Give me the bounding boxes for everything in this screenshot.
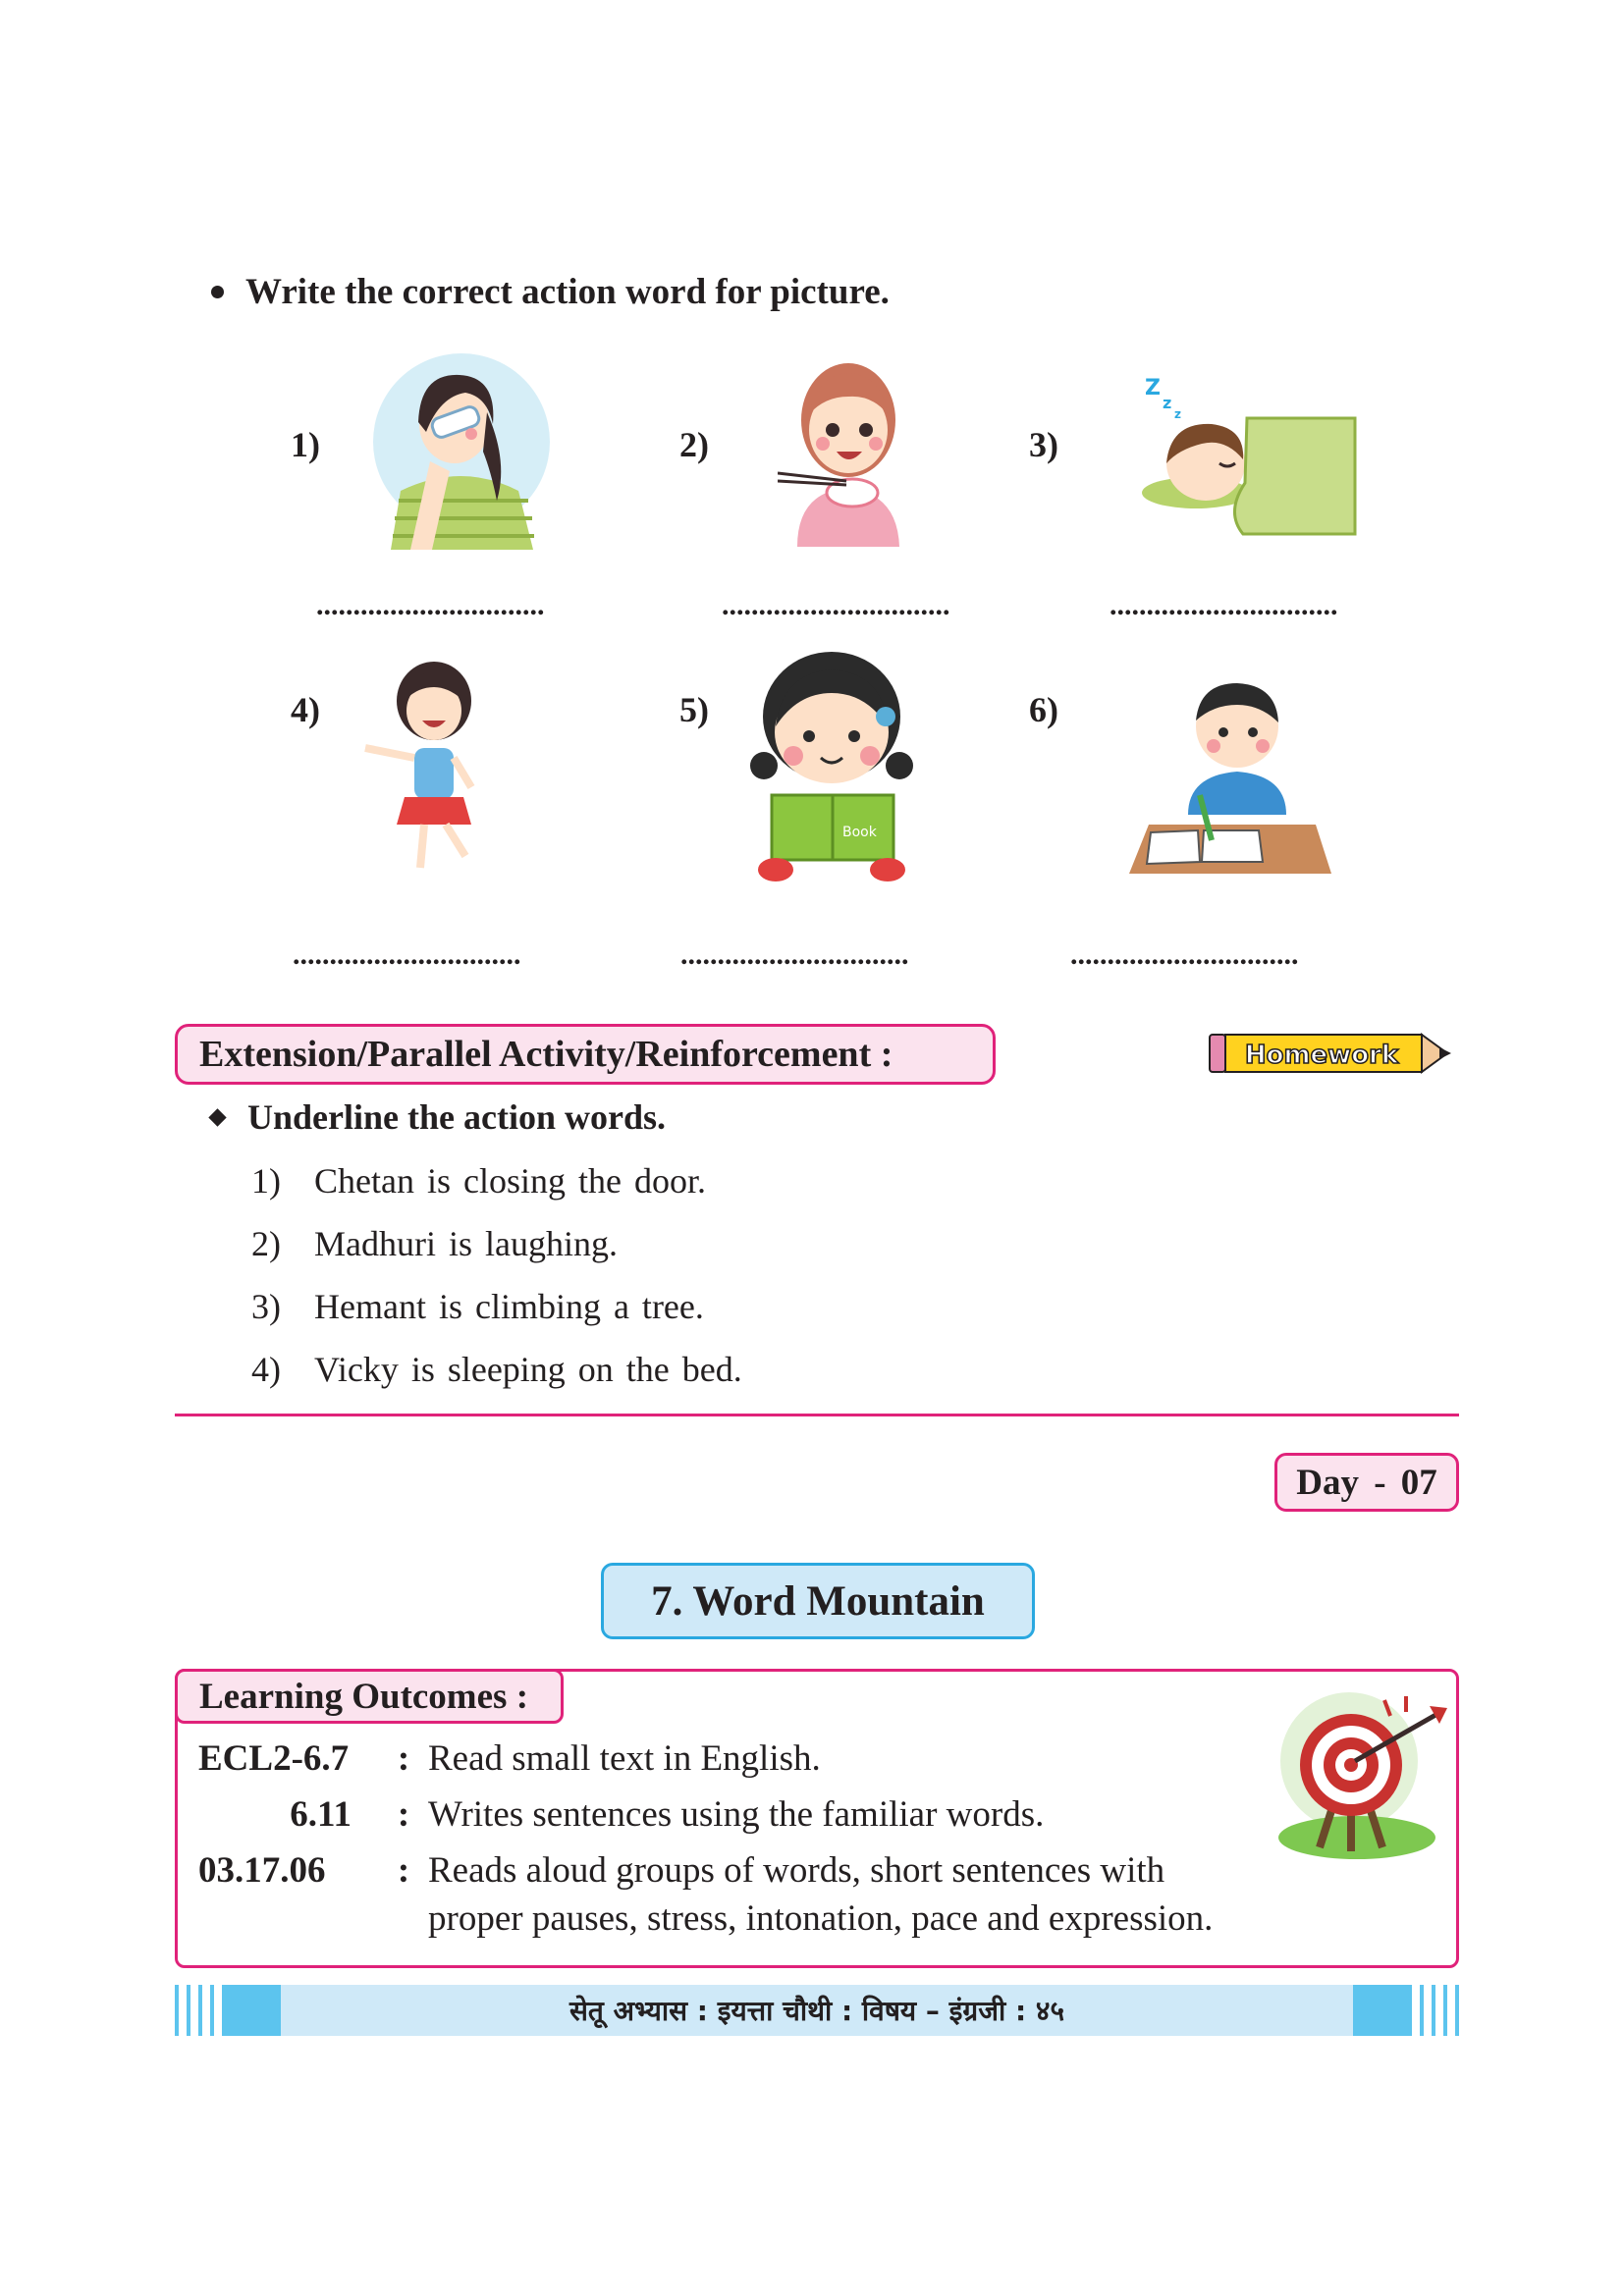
boy-writing-icon [1129,677,1331,874]
outcome-colon: : [397,1850,410,1891]
girl-reading-icon [748,648,915,883]
list-item [251,1349,742,1390]
outcome-colon: : [397,1794,410,1835]
homework-pencil-icon [1204,1029,1461,1078]
item-number: 2) [679,425,709,464]
learning-outcomes-heading: Learning Outcomes : [175,1669,564,1724]
outcome-row [198,1737,821,1780]
answer-blank[interactable]: ............................... [680,938,909,971]
list-item-number: 4) [251,1350,281,1389]
extension-instruction [211,1096,666,1138]
instruction-text: Write the correct action word for picture. [245,272,890,312]
footer-text: सेतू अभ्यास : इयत्ता चौथी : विषय – इंग्रजी : ४५ [568,1995,1065,2027]
bullet-icon [211,286,224,298]
list-item-text: Chetan is closing the door. [314,1161,706,1201]
book-label: Book [842,825,877,840]
diamond-bullet-icon [208,1108,226,1126]
item-number: 4) [291,690,320,729]
boy-sleeping-icon [1137,365,1363,537]
answer-blank[interactable]: ............................... [293,938,521,971]
answer-blank[interactable]: ............................... [1110,589,1338,621]
lesson-title: 7. Word Mountain [601,1563,1035,1639]
outcome-code: 6.11 [290,1794,352,1835]
svg-text:z: z [1174,407,1181,421]
outcome-code: ECL2-6.7 [198,1738,350,1779]
outcome-row-continued [428,1897,1213,1940]
exercise-instruction [211,271,890,313]
page-footer [175,1985,1459,2036]
list-item-text: Hemant is climbing a tree. [314,1287,704,1326]
outcome-row [198,1793,1044,1836]
list-item [251,1160,706,1201]
outcome-text: Writes sentences using the familiar words. [428,1794,1045,1835]
extension-instruction-text: Underline the action words. [247,1097,666,1137]
outcome-row [198,1849,1164,1892]
list-item-number: 3) [251,1287,281,1326]
extension-heading-text: Extension/Parallel Activity/Reinforcement : [199,1034,893,1075]
girl-eating-icon [778,346,915,547]
answer-blank[interactable]: ............................... [1070,938,1299,971]
list-item-number: 2) [251,1224,281,1263]
outcome-colon: : [397,1738,410,1779]
section-divider [175,1414,1459,1416]
list-item [251,1286,704,1327]
list-item-number: 1) [251,1161,281,1201]
outcome-text: proper pauses, stress, intonation, pace and expression. [428,1898,1214,1939]
item-number: 3) [1029,425,1058,464]
list-item-text: Madhuri is laughing. [314,1224,618,1263]
outcome-text: Read small text in English. [428,1738,821,1779]
outcome-text: Reads aloud groups of words, short sentences with [428,1850,1165,1891]
answer-blank[interactable]: ............................... [316,589,545,621]
girl-laughing-icon [355,660,503,874]
item-number: 6) [1029,690,1058,729]
svg-text:z: z [1163,394,1172,412]
extension-heading [175,1024,996,1085]
day-badge: Day - 07 [1274,1453,1459,1512]
list-item-text: Vicky is sleeping on the bed. [314,1350,742,1389]
svg-text:Z: Z [1145,376,1161,400]
target-icon [1272,1690,1451,1863]
item-number: 5) [679,690,709,729]
girl-drinking-icon [371,353,552,550]
answer-blank[interactable]: ............................... [722,589,950,621]
homework-label: Homework [1244,1041,1399,1070]
item-number: 1) [291,425,320,464]
list-item [251,1223,618,1264]
outcome-code: 03.17.06 [198,1850,326,1891]
